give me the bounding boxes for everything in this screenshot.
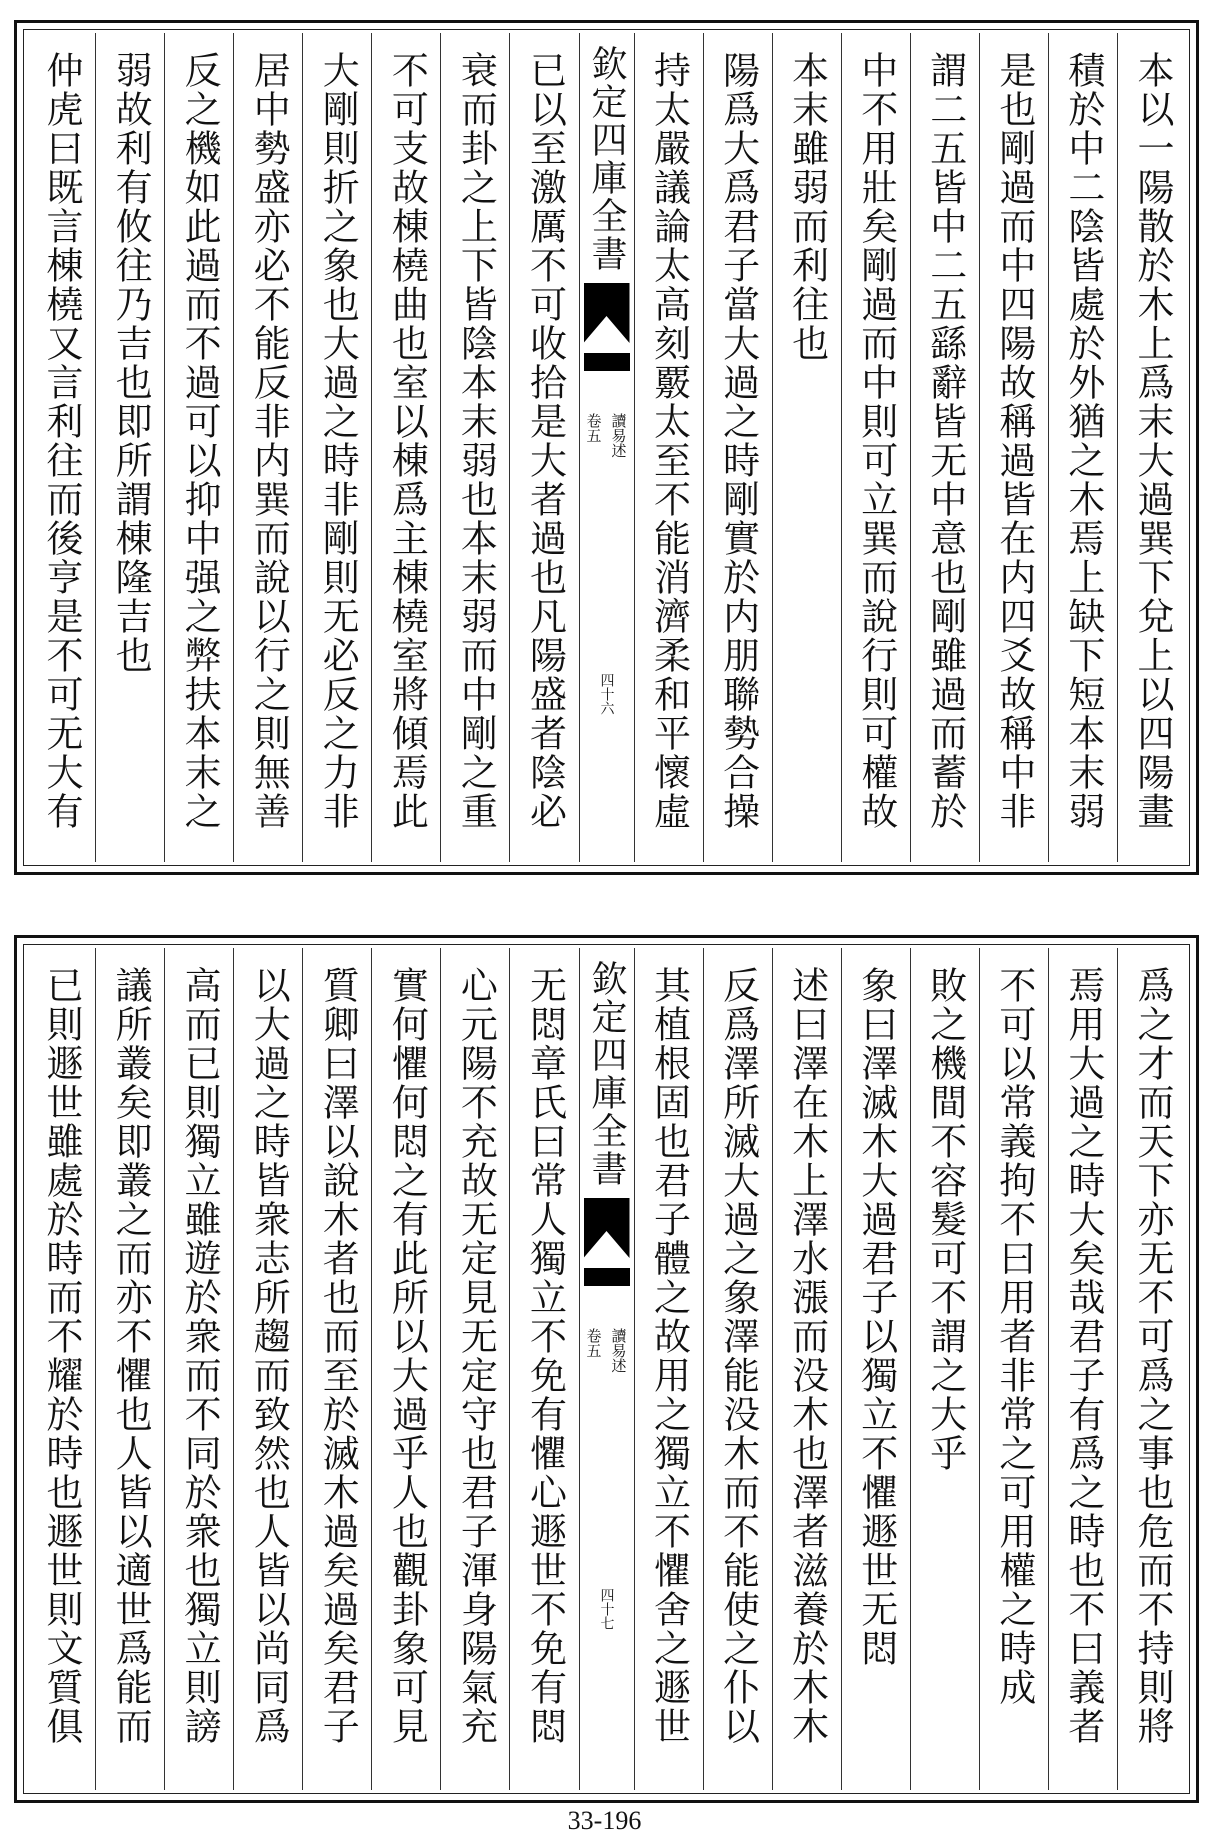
center-fold-column <box>579 948 634 1790</box>
text-column: 謂二五皆中二五繇辭皆无中意也剛雖過而蓄於 <box>910 33 979 862</box>
text-column: 不可以常義拘不曰用者非常之可用權之時成 <box>979 948 1048 1790</box>
text-column: 高而已則獨立雖遊於衆而不同於衆也獨立則謗 <box>164 948 233 1790</box>
upper-page-block <box>14 20 1199 875</box>
text-column: 持太嚴議論太高刻覈太至不能消濟柔和平懷虛 <box>634 33 703 862</box>
book-title: 讀易述 <box>609 413 628 458</box>
text-column: 已則遯世雖處於時而不耀於時也遯世則文質俱 <box>40 966 84 1746</box>
text-column: 居中勢盛亦必不能反非内巽而說以行之則無善 <box>233 33 302 862</box>
lower-page-block <box>14 935 1199 1803</box>
text-column: 積於中二陰皆處於外猶之木焉上缺下短本末弱 <box>1048 33 1117 862</box>
upper-text-columns <box>27 33 1186 862</box>
text-column: 爲之才而天下亦无不可爲之事也危而不持則將 <box>1117 948 1186 1790</box>
book-title: 讀易述 <box>609 1328 628 1373</box>
text-column: 反爲澤所滅大過之象澤能没木而不能使之仆以 <box>703 948 772 1790</box>
text-column: 心元陽不充故无定見无定守也君子渾身陽氣充 <box>440 948 509 1790</box>
text-column: 議所叢矣即叢之而亦不懼也人皆以適世爲能而 <box>95 948 164 1790</box>
text-column: 本以一陽散於木上爲末大過巽下兌上以四陽畫 <box>1117 33 1186 862</box>
text-column: 已以至激厲不可收拾是大者過也凡陽盛者陰必 <box>509 33 578 862</box>
text-column: 焉用大過之時大矣哉君子有爲之時也不曰義者 <box>1048 948 1117 1790</box>
volume-label: 卷五 <box>584 1328 603 1358</box>
volume-label: 卷五 <box>584 413 603 443</box>
text-column: 是也剛過而中四陽故稱過皆在内四爻故稱中非 <box>979 33 1048 862</box>
text-column: 述曰澤在木上澤水漲而没木也澤者滋養於木木 <box>772 948 841 1790</box>
text-column: 不可支故棟橈曲也室以棟爲主棟橈室將傾焉此 <box>371 33 440 862</box>
text-column: 弱故利有攸往乃吉也即所謂棟隆吉也 <box>95 33 164 862</box>
text-column: 仲虎曰既言棟橈又言利往而後亨是不可无大有 <box>40 51 84 831</box>
center-fold-column <box>579 33 634 862</box>
text-column: 實何懼何悶之有此所以大過乎人也觀卦象可見 <box>371 948 440 1790</box>
text-column: 无悶章氏曰常人獨立不免有懼心遯世不免有悶 <box>509 948 578 1790</box>
text-column: 敗之機間不容髮可不謂之大乎 <box>910 948 979 1790</box>
page-number: 33-196 <box>567 1806 642 1835</box>
fishtail-ornament-bar <box>584 353 630 371</box>
text-column: 衰而卦之上下皆陰本末弱也本末弱而中剛之重 <box>440 33 509 862</box>
text-column: 其植根固也君子體之故用之獨立不懼舍之遯世 <box>634 948 703 1790</box>
text-column: 反之機如此過而不過可以抑中强之弊扶本末之 <box>164 33 233 862</box>
text-column: 陽爲大爲君子當大過之時剛實於内朋聯勢合操 <box>703 33 772 862</box>
collection-title: 欽定四庫全書 <box>586 45 627 273</box>
fishtail-ornament-bar <box>584 1268 630 1286</box>
folio-number: 四十六 <box>598 673 615 715</box>
fishtail-ornament <box>584 283 630 343</box>
text-column: 中不用壯矣剛過而中則可立巽而說行則可權故 <box>841 33 910 862</box>
collection-title: 欽定四庫全書 <box>586 960 627 1188</box>
lower-text-columns <box>27 948 1186 1790</box>
text-column: 質卿曰澤以說木者也而至於滅木過矣過矣君子 <box>302 948 371 1790</box>
text-column: 大剛則折之象也大過之時非剛則无必反之力非 <box>302 33 371 862</box>
text-column: 以大過之時皆衆志所趨而致然也人皆以尚同爲 <box>233 948 302 1790</box>
folio-number: 四十七 <box>598 1588 615 1630</box>
text-column: 象曰澤滅木大過君子以獨立不懼遯世无悶 <box>841 948 910 1790</box>
fishtail-ornament <box>584 1198 630 1258</box>
text-column: 本末雖弱而利往也 <box>772 33 841 862</box>
chapter-label <box>584 1328 630 1373</box>
chapter-label <box>584 413 630 458</box>
